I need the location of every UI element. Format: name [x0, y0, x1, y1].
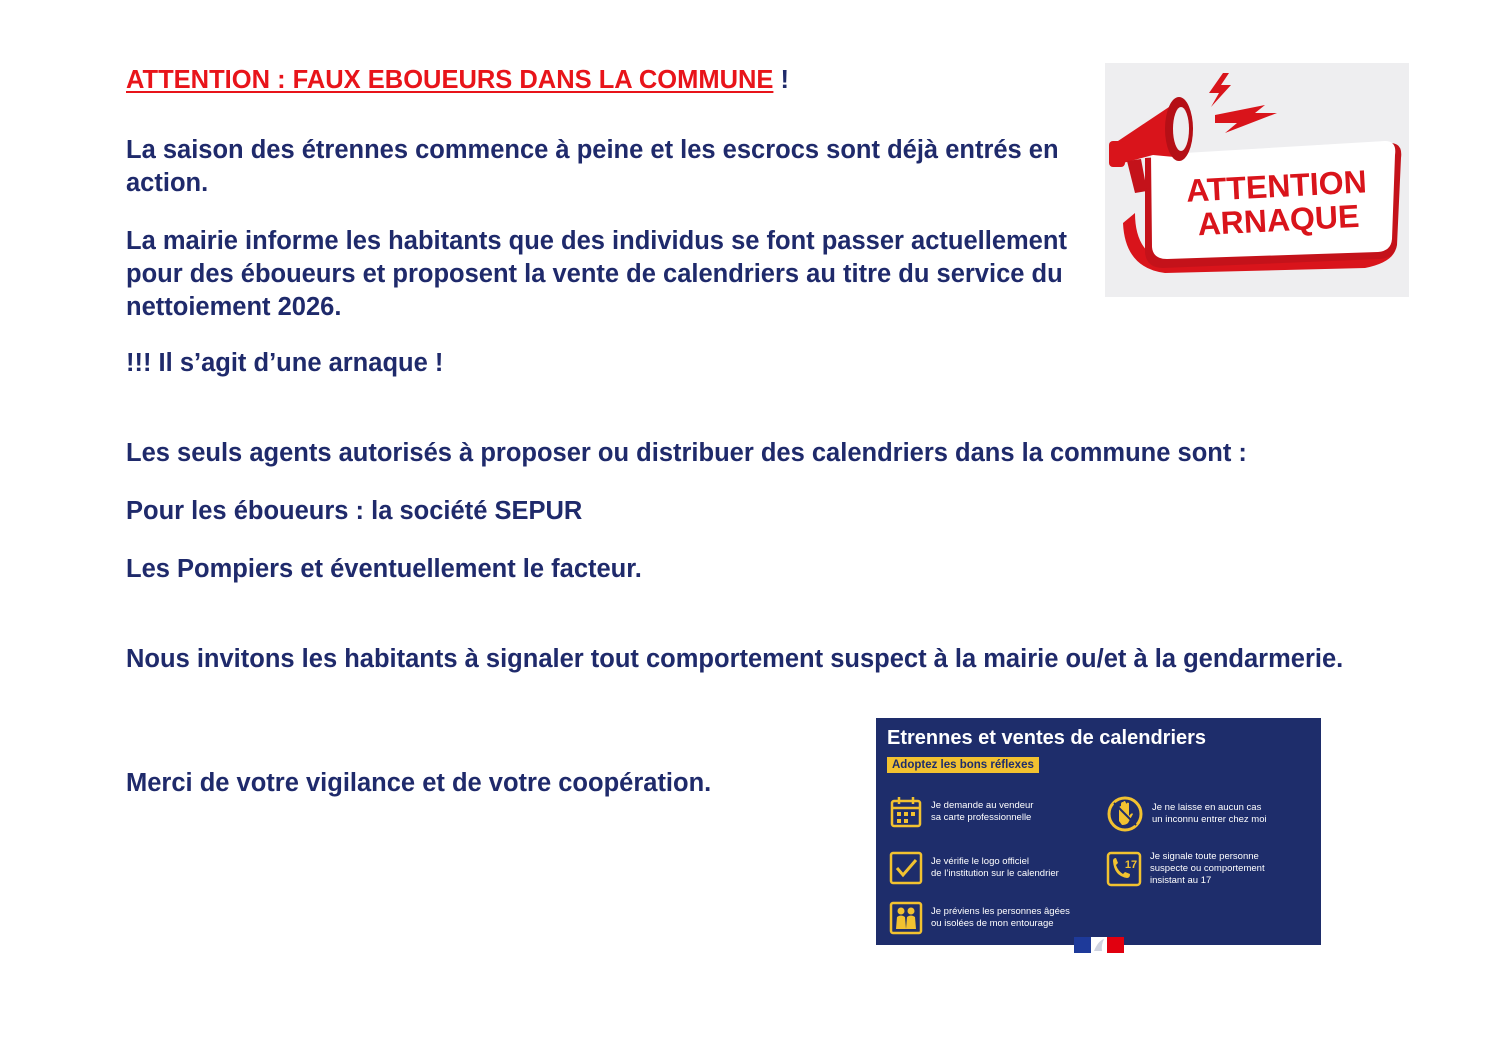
tip-text: Je préviens les personnes âgées ou isolées de mon entourage [931, 906, 1070, 929]
phone-17-icon [1106, 851, 1142, 887]
notice-title-exclamation: ! [780, 66, 790, 94]
paragraph-pompiers-facteur: Les Pompiers et éventuellement le facteur. [126, 555, 642, 583]
paragraph-scam-warning: !!! Il s’agit d’une arnaque ! [126, 349, 444, 377]
no-entry-hand-icon [1106, 795, 1144, 833]
arnaque-line-1: ATTENTION [1185, 163, 1368, 209]
paragraph-eboueurs-sepur: Pour les éboueurs : la société SEPUR [126, 497, 583, 525]
arnaque-line-2: ARNAQUE [1196, 197, 1361, 243]
paragraph-season: La saison des étrennes commence à peine et les escrocs sont déjà entrés en action. [126, 136, 1059, 197]
phone-number-label: 17 [1124, 859, 1138, 871]
tip-logo-officiel [889, 851, 1081, 885]
tip-text: Je ne laisse en aucun cas un inconnu entrer chez moi [1152, 802, 1267, 825]
attention-arnaque-graphic [1105, 63, 1409, 297]
paragraph-authorized-agents: Les seuls agents autorisés à proposer ou distribuer des calendriers dans la commune sont : [126, 439, 1247, 467]
notice-title [126, 64, 789, 97]
tip-text: Je vérifie le logo officiel de l’institution sur le calendrier [931, 856, 1059, 879]
tip-personnes-agees [889, 901, 1081, 935]
infographic-title: Etrennes et ventes de calendriers [887, 727, 1207, 749]
etrennes-infographic [876, 718, 1321, 945]
attention-arnaque-image [1105, 63, 1409, 297]
tip-text: Je signale toute personne suspecte ou comportement insistant au 17 [1150, 851, 1265, 886]
paragraph-report-suspect: Nous invitons les habitants à signaler tout comportement suspect à la mairie ou/et à la gendarmerie. [126, 645, 1344, 673]
french-republic-flag-logo [1074, 937, 1124, 953]
paragraph-mairie-informs: La mairie informe les habitants que des individus se font passer actuellement pour des éboueurs et proposent la vente de calendriers au titre du service du nettoiement 2026. [126, 227, 1067, 321]
checkbox-icon [889, 851, 923, 885]
tip-text: Je demande au vendeur sa carte professionnelle [931, 800, 1034, 823]
lightning-icon [1209, 73, 1277, 133]
tip-inconnu [1106, 795, 1302, 833]
tip-signaler-17 [1106, 851, 1300, 887]
notice-title-text: ATTENTION : FAUX EBOUEURS DANS LA COMMUNE [126, 66, 774, 94]
infographic-badge: Adoptez les bons réflexes [887, 757, 1039, 773]
paragraph-thanks: Merci de votre vigilance et de votre coopération. [126, 769, 712, 797]
tip-carte-professionnelle [889, 795, 1081, 829]
people-icon [889, 901, 923, 935]
calendar-icon [889, 795, 923, 829]
